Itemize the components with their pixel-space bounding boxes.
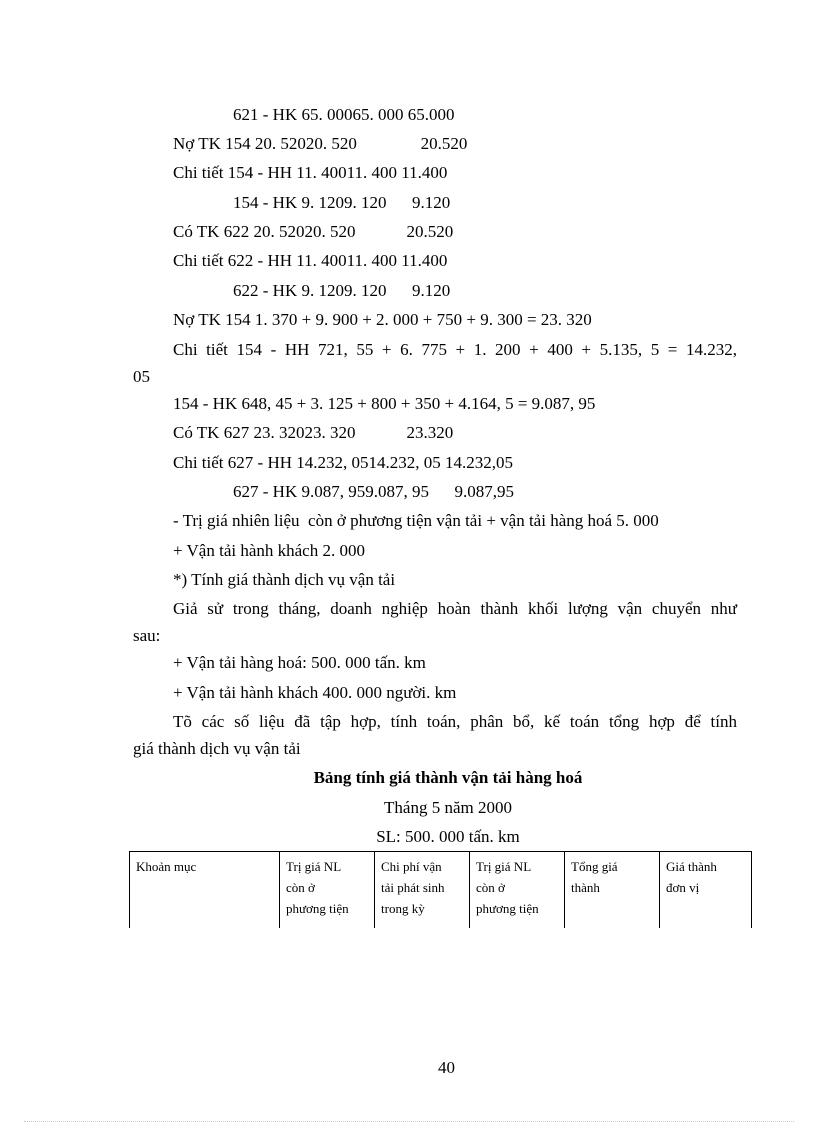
ledger-line [233, 481, 514, 503]
table-title: Bảng tính giá thành vận tải hàng hoá [313, 768, 583, 787]
header-cell-khoan-muc [130, 852, 280, 929]
body-text: sau: [133, 626, 161, 645]
header-text: Giá thành [666, 859, 717, 874]
ledger-text: Chi tiết 627 - HH 14.232, 0514.232, 05 14.232,05 [173, 453, 513, 472]
ledger-text: Chi tiết 154 - HH 11. 40011. 400 11.400 [173, 163, 448, 182]
header-text: trong kỳ [381, 901, 425, 916]
body-paragraph-line [173, 510, 659, 532]
ledger-text: Nợ TK 154 1. 370 + 9. 900 + 2. 000 + 750 + 9. 300 = 23. 320 [173, 310, 592, 329]
body-text: + Vận tải hành khách 400. 000 người. km [173, 683, 457, 702]
header-cell-chi-phi-van-tai [375, 852, 470, 929]
body-text: Giả sử trong tháng, doanh nghiệp hoàn thành khối lượng vận chuyển như [173, 599, 737, 618]
ledger-text: Có TK 627 23. 32023. 320 23.320 [173, 423, 454, 442]
ledger-line [173, 309, 592, 331]
table-subtitle: Tháng 5 năm 2000 [384, 798, 512, 817]
body-paragraph-line [133, 625, 160, 647]
ledger-line [173, 393, 595, 415]
body-text: giá thành dịch vụ vận tải [133, 739, 301, 758]
page-number: 40 [438, 1058, 455, 1077]
ledger-line [233, 192, 450, 214]
header-text: còn ở [286, 880, 315, 895]
header-text: Trị giá NL [476, 859, 532, 874]
ledger-text: Có TK 622 20. 52020. 520 20.520 [173, 222, 454, 241]
cost-table [129, 851, 752, 928]
ledger-text: 622 - HK 9. 1209. 120 9.120 [233, 281, 451, 300]
header-text: còn ở [476, 880, 505, 895]
table-quantity: SL: 500. 000 tấn. km [376, 827, 520, 846]
header-text: đơn vị [666, 880, 700, 895]
ledger-text: 154 - HK 648, 45 + 3. 125 + 800 + 350 + 4.164, 5 = 9.087, 95 [173, 394, 596, 413]
body-paragraph-line [173, 682, 456, 704]
body-text: Tõ các số liệu đã tập hợp, tính toán, phân bổ, kế toán tổng hợp để tính [173, 712, 737, 731]
ledger-line [173, 162, 447, 184]
header-cell-tri-gia-nl [280, 852, 375, 929]
header-text: Tổng giá [571, 859, 618, 874]
ledger-text: Nợ TK 154 20. 52020. 520 20.520 [173, 134, 468, 153]
body-paragraph-line [173, 540, 365, 562]
ledger-text: Chi tiết 154 - HH 721, 55 + 6. 775 + 1. 200 + 400 + 5.135, 5 = 14.232, [173, 340, 737, 359]
header-cell-tong-gia-thanh [565, 852, 660, 929]
body-text: *) Tính giá thành dịch vụ vận tải [173, 570, 396, 589]
header-text: phương tiện [476, 901, 539, 916]
table-header-row [130, 852, 752, 929]
header-text: Chi phí vận [381, 859, 442, 874]
header-text: Trị giá NL [286, 859, 342, 874]
body-text: - Trị giá nhiên liệu còn ở phương tiện vận tải + vận tải hàng hoá 5. 000 [173, 511, 659, 530]
ledger-line [173, 250, 447, 272]
ledger-line [173, 422, 453, 444]
body-paragraph-line [173, 711, 737, 733]
header-cell-gia-thanh-don-vi [660, 852, 752, 929]
header-text: thành [571, 880, 600, 895]
header-text: tải phát sinh [381, 880, 445, 895]
ledger-line [233, 280, 450, 302]
header-cell-tri-gia-nl-end [470, 852, 565, 929]
page-bottom-divider [24, 1121, 794, 1122]
ledger-line [233, 104, 454, 126]
ledger-text: 05 [133, 367, 150, 386]
body-text: + Vận tải hành khách 2. 000 [173, 541, 365, 560]
body-paragraph-line [173, 652, 426, 674]
ledger-line [173, 133, 467, 155]
section-heading [173, 569, 395, 591]
ledger-text: Chi tiết 622 - HH 11. 40011. 400 11.400 [173, 251, 448, 270]
ledger-line [173, 452, 513, 474]
header-text: phương tiện [286, 901, 349, 916]
body-text: + Vận tải hàng hoá: 500. 000 tấn. km [173, 653, 426, 672]
ledger-line [133, 366, 150, 388]
ledger-line [173, 221, 453, 243]
ledger-line [173, 339, 737, 361]
ledger-text: 154 - HK 9. 1209. 120 9.120 [233, 193, 451, 212]
header-text: Khoản mục [136, 859, 197, 874]
body-paragraph-line [133, 738, 301, 760]
ledger-text: 627 - HK 9.087, 959.087, 95 9.087,95 [233, 482, 514, 501]
body-paragraph-line [173, 598, 737, 620]
ledger-text: 621 - HK 65. 00065. 000 65.000 [233, 105, 455, 124]
